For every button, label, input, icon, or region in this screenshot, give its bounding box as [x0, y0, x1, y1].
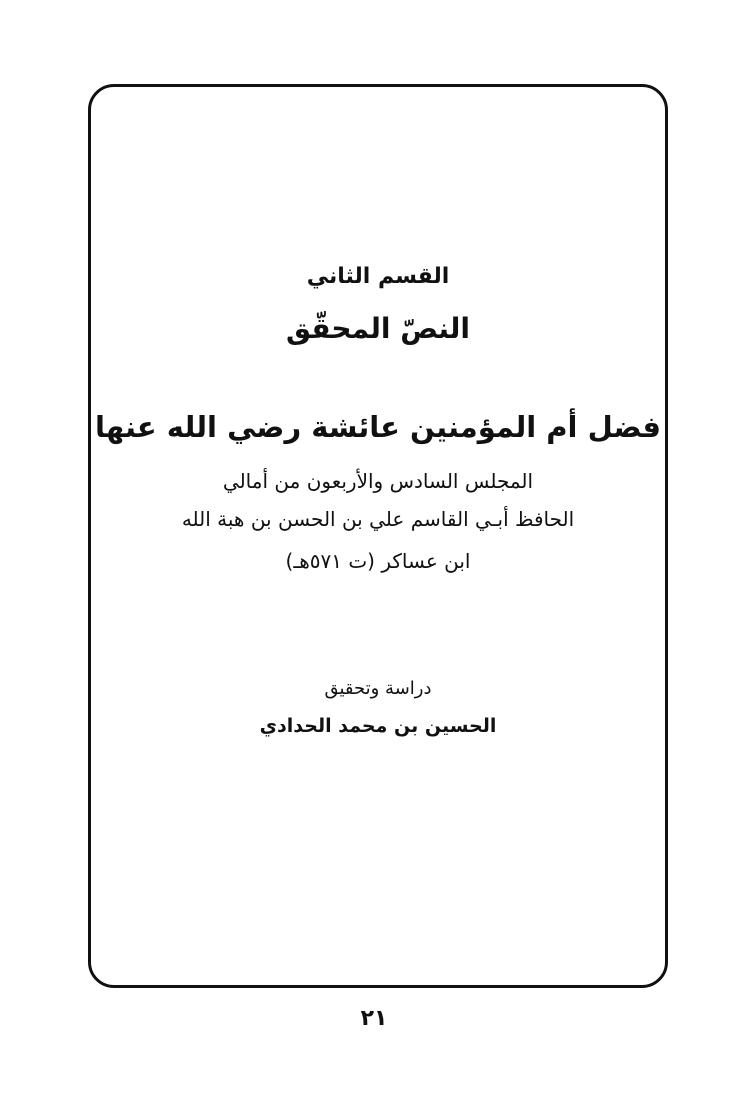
page-border-frame — [88, 84, 668, 988]
page-number: ٢١ — [360, 1006, 388, 1031]
book-subtitle-line-2: الحافظ أبـي القاسم علي بن الحسن بن هبة الله — [181, 507, 575, 531]
book-subtitle-line-3: ابن عساكر (ت ٥٧١هـ) — [285, 549, 471, 573]
section-label: القسم الثاني — [306, 264, 450, 289]
editor-name: الحسين بن محمد الحدادي — [259, 715, 497, 737]
section-title: النصّ المحقّق — [286, 312, 470, 345]
study-label: دراسة وتحقيق — [324, 678, 432, 699]
book-subtitle-line-1: المجلس السادس والأربعون من أمالي — [222, 469, 534, 493]
book-title: فضل أم المؤمنين عائشة رضي الله عنها — [94, 410, 662, 444]
